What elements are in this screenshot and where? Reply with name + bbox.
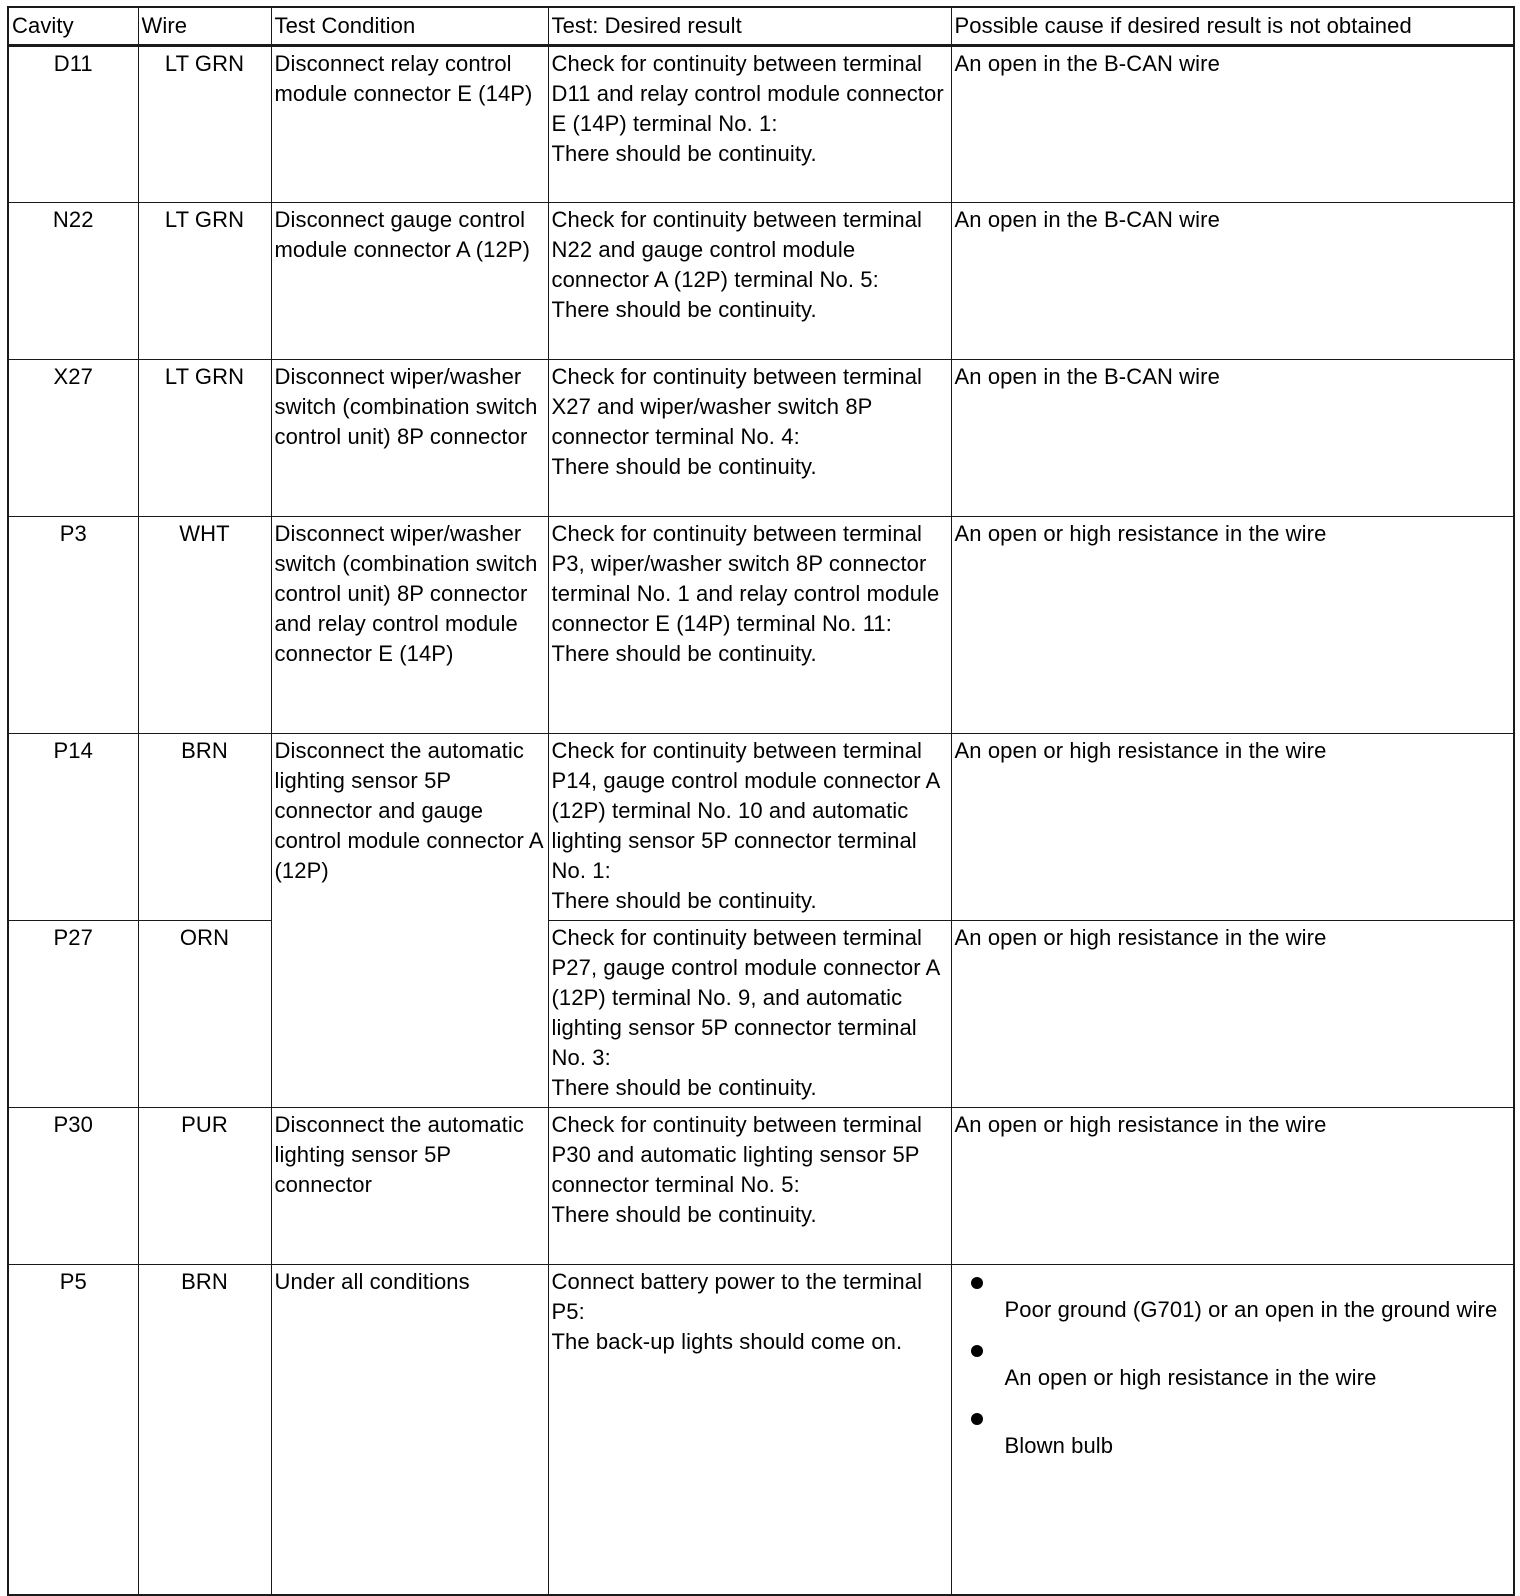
test-condition-cell: Disconnect the automatic lighting sensor 5P connector (271, 1108, 548, 1265)
result-check-text: Check for continuity between terminal N22 and gauge control module connector A (12P) terminal No. 5: (551, 207, 923, 292)
desired-result-cell (548, 517, 951, 734)
possible-cause-cell: An open in the B-CAN wire (951, 360, 1514, 517)
cavity-cell: P5 (8, 1265, 138, 1595)
wire-color-cell: PUR (138, 1108, 271, 1265)
cause-text: Poor ground (G701) or an open in the ground wire (1004, 1297, 1498, 1322)
result-check-text: Connect battery power to the terminal P5: (551, 1269, 923, 1324)
result-expect-text: There should be continuity. (551, 297, 817, 322)
bullet-icon (971, 1345, 983, 1357)
cavity-cell: X27 (8, 360, 138, 517)
possible-cause-cell: An open or high resistance in the wire (951, 517, 1514, 734)
possible-cause-cell: An open or high resistance in the wire (951, 1108, 1514, 1265)
table-row (8, 734, 1514, 921)
wire-color-cell: LT GRN (138, 360, 271, 517)
header-cavity: Cavity (8, 7, 138, 46)
result-check-text: Check for continuity between terminal D11 and relay control module connector E (14P) terminal No. 1: (551, 51, 944, 136)
desired-result-cell (548, 734, 951, 921)
cavity-cell: P27 (8, 921, 138, 1108)
test-condition-cell: Disconnect wiper/washer switch (combination switch control unit) 8P connector and relay control module connector E (14P) (271, 517, 548, 734)
test-condition-cell: Disconnect wiper/washer switch (combination switch control unit) 8P connector (271, 360, 548, 517)
table-row (8, 921, 1514, 1108)
result-expect-text: There should be continuity. (551, 454, 817, 479)
desired-result-cell (548, 1108, 951, 1265)
possible-cause-list (951, 1265, 1514, 1595)
header-row (8, 7, 1514, 46)
table-row (8, 1108, 1514, 1265)
header-possible-cause: Possible cause if desired result is not obtained (951, 7, 1514, 46)
wire-color-cell: BRN (138, 1265, 271, 1595)
bullet-icon (971, 1413, 983, 1425)
result-check-text: Check for continuity between terminal P14, gauge control module connector A (12P) terminal No. 10 and automatic lighting sensor 5P connector terminal No. 1: (551, 738, 940, 883)
cavity-cell: P3 (8, 517, 138, 734)
cause-list-item (955, 1403, 1511, 1461)
result-check-text: Check for continuity between terminal P3, wiper/washer switch 8P connector terminal No. 1 and relay control module connector E (14P) terminal No. 11: (551, 521, 940, 636)
desired-result-cell (548, 203, 951, 360)
result-check-text: Check for continuity between terminal P27, gauge control module connector A (12P) terminal No. 9, and automatic lighting sensor 5P connector terminal No. 3: (551, 925, 940, 1070)
cause-list-item (955, 1335, 1511, 1393)
header-test-condition: Test Condition (271, 7, 548, 46)
table-row (8, 203, 1514, 360)
desired-result-cell (548, 46, 951, 203)
result-check-text: Check for continuity between terminal X27 and wiper/washer switch 8P connector terminal No. 4: (551, 364, 923, 449)
result-expect-text: There should be continuity. (551, 641, 817, 666)
possible-cause-cell: An open or high resistance in the wire (951, 734, 1514, 921)
wire-color-cell: LT GRN (138, 46, 271, 203)
test-condition-cell: Disconnect gauge control module connector A (12P) (271, 203, 548, 360)
table-row (8, 517, 1514, 734)
result-expect-text: There should be continuity. (551, 888, 817, 913)
result-expect-text: There should be continuity. (551, 1202, 817, 1227)
test-condition-cell: Disconnect relay control module connector E (14P) (271, 46, 548, 203)
result-expect-text: There should be continuity. (551, 1075, 817, 1100)
cavity-cell: D11 (8, 46, 138, 203)
result-expect-text: There should be continuity. (551, 141, 817, 166)
cavity-cell: N22 (8, 203, 138, 360)
bullet-icon (971, 1277, 983, 1289)
test-condition-cell: Under all conditions (271, 1265, 548, 1595)
header-wire: Wire (138, 7, 271, 46)
table-row (8, 46, 1514, 203)
wire-color-cell: WHT (138, 517, 271, 734)
cause-text: An open or high resistance in the wire (1004, 1365, 1377, 1390)
wire-color-cell: LT GRN (138, 203, 271, 360)
cavity-cell: P30 (8, 1108, 138, 1265)
table-row (8, 1265, 1514, 1595)
possible-cause-cell: An open or high resistance in the wire (951, 921, 1514, 1108)
possible-cause-cell: An open in the B-CAN wire (951, 203, 1514, 360)
result-check-text: Check for continuity between terminal P30 and automatic lighting sensor 5P connector terminal No. 5: (551, 1112, 923, 1197)
wire-color-cell: BRN (138, 734, 271, 921)
diagnostic-table (7, 6, 1515, 1596)
desired-result-cell (548, 360, 951, 517)
test-condition-cell: Disconnect the automatic lighting sensor 5P connector and gauge control module connector A (12P) (271, 734, 548, 1108)
desired-result-cell (548, 921, 951, 1108)
cause-text: Blown bulb (1004, 1433, 1114, 1458)
desired-result-cell (548, 1265, 951, 1595)
table-row (8, 360, 1514, 517)
possible-cause-cell: An open in the B-CAN wire (951, 46, 1514, 203)
result-expect-text: The back-up lights should come on. (551, 1329, 903, 1354)
cause-list-item (955, 1267, 1511, 1325)
header-desired-result: Test: Desired result (548, 7, 951, 46)
cavity-cell: P14 (8, 734, 138, 921)
wire-color-cell: ORN (138, 921, 271, 1108)
